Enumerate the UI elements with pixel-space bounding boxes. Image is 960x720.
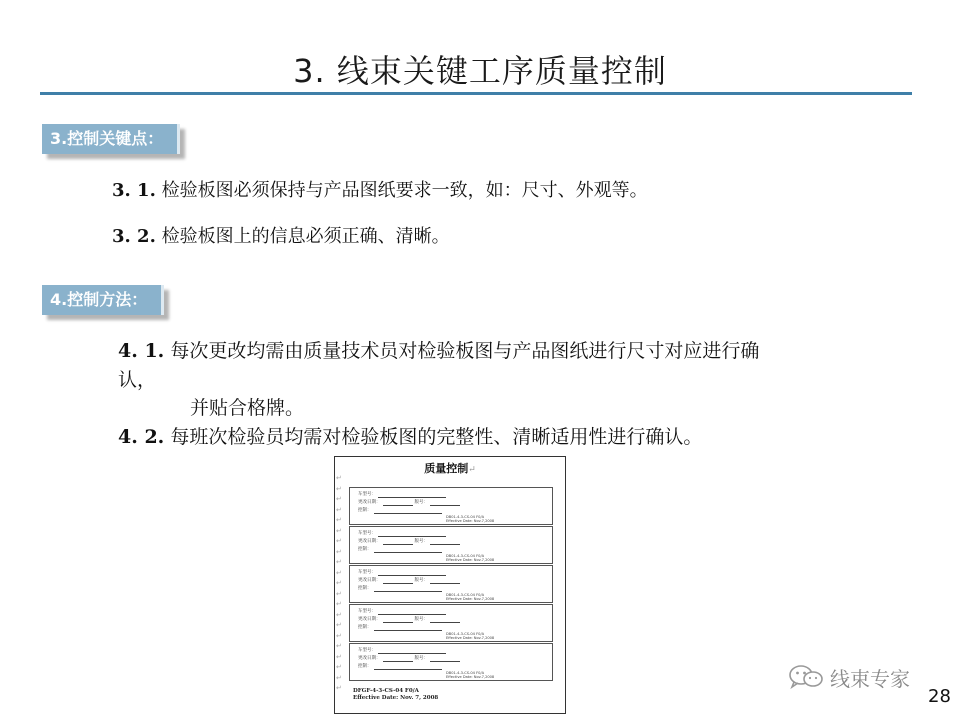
form-row-model: 车型号： [358,648,448,654]
item-text: 每班次检验员均需对检验板图的完整性、清晰适用性进行确认。 [164,425,703,448]
item-text: 检验板图上的信息必须正确、清晰。 [155,226,450,247]
brand-watermark [788,662,910,692]
form-row-date: 更改日期： 版号： [358,578,462,584]
return-mark-icon: ↵ [468,465,476,475]
form-row-confirm: 控制： [358,586,444,592]
form-row-model: 车型号： [358,609,448,615]
paragraph-marks: ↵ ↵ ↵ ↵ ↵ ↵ ↵ ↵ ↵ ↵ ↵ ↵ ↵ ↵ ↵ ↵ ↵ ↵ ↵ ↵ ↵ [336,474,342,692]
form-row-model: 车型号： [358,531,448,537]
form-row-date: 更改日期： 版号： [358,539,462,545]
form-stamp: DB01-4-3-CS-04 F0/A Effective Date: Nov.7,2008 [446,632,495,640]
form-stamp: DB01-4-3-CS-04 F0/A Effective Date: Nov.7,2008 [446,554,495,562]
form-row-model: 车型号： [358,570,448,576]
wechat-icon [788,664,824,690]
methods-paragraph [118,337,778,451]
key-point-item-1 [112,176,648,202]
form-record-box [349,526,553,564]
item-number: 3. 1. [112,180,156,201]
form-row-confirm: 控制： [358,664,444,670]
method-item-2 [118,423,778,452]
form-record-box [349,643,553,681]
method-item-1-continuation: 并贴合格牌。 [190,397,305,419]
form-record-box [349,565,553,603]
form-record-box [349,604,553,642]
form-row-date: 更改日期： 版号： [358,656,462,662]
form-row-confirm: 控制： [358,547,444,553]
item-text: 检验板图必须保持与产品图纸要求一致，如：尺寸、外观等。 [155,180,648,201]
form-row-date: 更改日期： 版号： [358,500,462,506]
form-footer: DFGF-4-3-CS-04 F0/A Effective Date: Nov. 7, 2008 [353,688,439,701]
form-title: 质量控制↵ [424,462,476,475]
form-stamp: DB01-4-3-CS-04 F0/A Effective Date: Nov.7,2008 [446,515,495,523]
form-row-date: 更改日期： 版号： [358,617,462,623]
page-title: 3. 线束关键工序质量控制 [293,52,667,90]
form-stamp: DB01-4-3-CS-04 F0/A Effective Date: Nov.7,2008 [446,593,495,601]
key-point-item-2 [112,222,450,248]
section-tag-key-points: 3.控制关键点： [42,124,180,154]
item-number: 4. 2. [118,425,165,448]
item-number: 4. 1. [118,340,165,362]
section-tag-methods: 4.控制方法： [42,285,164,315]
method-item-1 [118,337,778,394]
item-number: 3. 2. [112,226,156,247]
form-record-box [349,487,553,525]
brand-label: 线束专家 [830,666,910,691]
page-number: 28 [928,686,951,707]
form-row-confirm: 控制： [358,508,444,514]
title-divider [40,92,912,95]
quality-control-form-image [334,456,566,714]
item-text: 每次更改均需由质量技术员对检验板图与产品图纸进行尺寸对应进行确认， [118,340,760,391]
form-row-model: 车型号： [358,492,448,498]
form-row-confirm: 控制： [358,625,444,631]
form-stamp: DB01-4-3-CS-04 F0/A Effective Date: Nov.7,2008 [446,671,495,679]
